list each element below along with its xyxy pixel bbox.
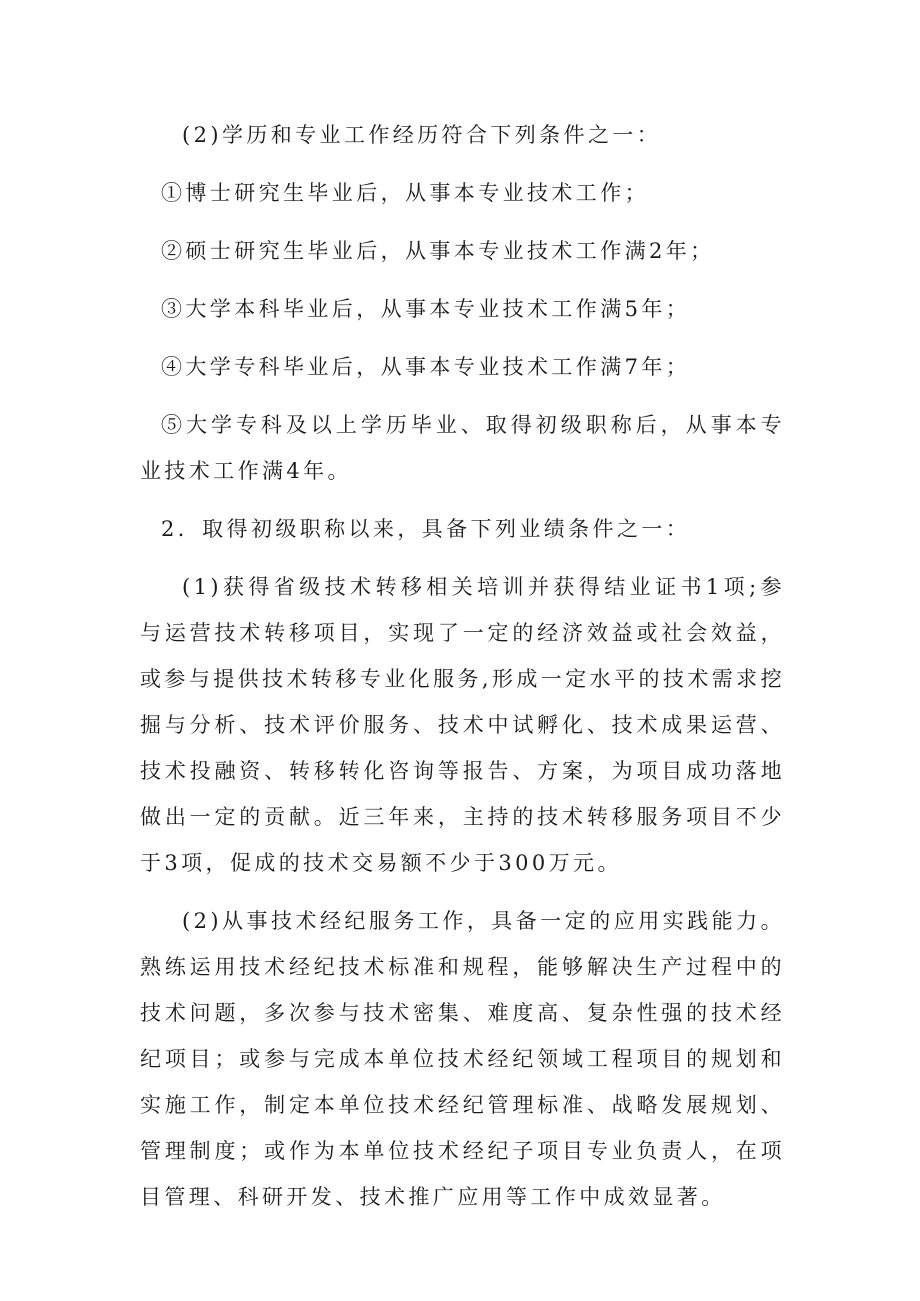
paragraph-college: ④大学专科毕业后，从事本专业技术工作满7年； [161,355,691,379]
paragraph-performance-heading: 2．取得初级职称以来，具备下列业绩条件之一： [161,517,691,541]
document-page [140,112,785,1232]
paragraph-education-conditions: (2)学历和专业工作经历符合下列条件之一： [182,123,662,147]
paragraph-masters: ②硕士研究生毕业后，从事本专业技术工作满2年； [161,239,715,263]
paragraph-doctorate: ①博士研究生毕业后，从事本专业技术工作； [161,181,649,205]
paragraph-performance-2: (2)从事技术经纪服务工作，具备一定的应用实践能力。熟练运用技术经纪技术标准和规程，能够解决生产过程中的技术问题，多次参与技术密集、难度高、复杂性强的技术经纪项目；或参与完成本单位技术经纪领域工程项目的规划和实施工作，制定本单位技术经纪管理标准、战略发展规划、管理制度；或作为本单位技术经纪子项目专业负责人，在项目管理、科研开发、技术推广应用等工作中成效显著。 [140,909,785,1209]
paragraph-junior-title: ⑤大学专科及以上学历毕业、取得初级职称后，从事本专业技术工作满4年。 [140,413,785,483]
paragraph-performance-1: (1)获得省级技术转移相关培训并获得结业证书1项;参与运营技术转移项目，实现了一定的经济效益或社会效益，或参与提供技术转移专业化服务,形成一定水平的技术需求挖掘与分析、技术评价服务、技术中试孵化、技术成果运营、技术投融资、转移转化咨询等报告、方案，为项目成功落地做出一定的贡献。近三年来，主持的技术转移服务项目不少于3项，促成的技术交易额不少于300万元。 [140,575,785,875]
paragraph-bachelor: ③大学本科毕业后，从事本专业技术工作满5年； [161,297,691,321]
